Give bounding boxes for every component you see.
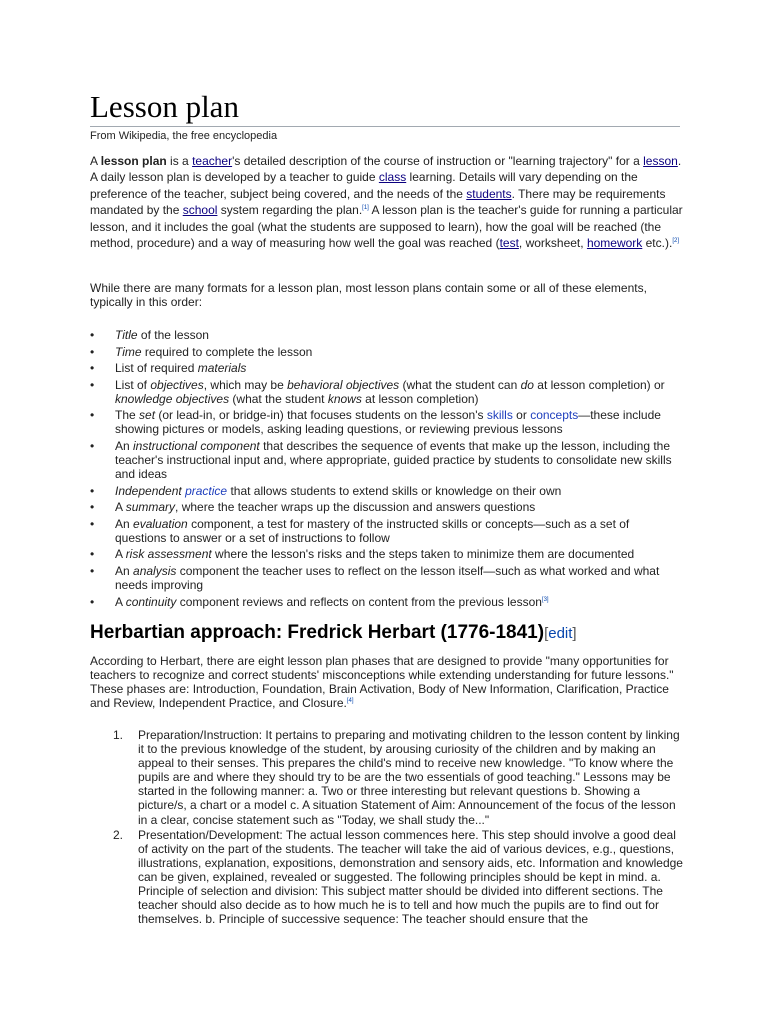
step-text: Presentation/Development: The actual lesson commences here. This step should involve a good deal of activity on the part of the students. The teacher will take the aid of various devices, e.g., questions, illustrations, explanation, expositions, demonstration and sensory aids, etc. Information and knowledge can be given, explained, revealed or suggested. The following principles should be kept in mind. a. Principle of selection and division: This subject matter should be divided into different sections. The teacher should also decide as to how much he is to tell and how much the pupils are to find out for themselves. b. Principle of successive sequence: The teacher should ensure that the <box>138 827 683 927</box>
text-run: at lesson completion) or <box>533 377 665 392</box>
text-run: , which may be <box>203 377 288 392</box>
section-heading-text: Herbartian approach: Fredrick Herbart (1776-1841) <box>90 622 545 643</box>
link-class[interactable]: class <box>378 170 407 185</box>
lesson-plan-term: lesson plan <box>100 154 167 168</box>
text-run: According to Herbart, there are eight lesson plan phases that are designed to provide "many opportunities for teachers to recognize and correct students' misconceptions while extending understanding for future lessons." These phases are: Introduction, Foundation, Brain Activation, Body of New Information, Clarification, Practice and Review, Independent Practice, and Closure. <box>90 654 674 710</box>
text-run: evaluation <box>133 516 188 531</box>
text-run: A <box>90 154 101 168</box>
list-item <box>90 500 680 514</box>
citation-3[interactable]: [3] <box>541 596 549 603</box>
link-concepts[interactable]: concepts <box>530 408 579 423</box>
text-run: The <box>115 408 140 423</box>
text-run: risk assessment <box>125 547 212 562</box>
text-run: required to complete the lesson <box>141 344 313 359</box>
text-run: . A daily lesson plan is developed by a teacher to guide <box>90 154 682 185</box>
step-number: 2. <box>113 827 124 842</box>
edit-link[interactable]: edit <box>548 625 573 642</box>
text-run: analysis <box>133 563 177 578</box>
text-run: system regarding the plan. <box>217 203 363 218</box>
link-teacher[interactable]: teacher <box>192 154 233 168</box>
text-run: do <box>520 377 534 392</box>
link-homework[interactable]: homework <box>586 236 643 251</box>
link-skills[interactable]: skills <box>486 408 513 423</box>
text-run: (what the student <box>229 391 328 406</box>
list-item <box>90 439 680 481</box>
text-run: of the lesson <box>137 328 209 342</box>
list-item <box>90 345 680 359</box>
text-run: component reviews and reflects on content from the previous lesson <box>176 594 542 609</box>
intro-paragraph <box>90 153 686 251</box>
list-item <box>90 517 680 545</box>
citation-2[interactable]: [2] <box>672 238 679 245</box>
text-run: A <box>115 594 126 609</box>
link-practice[interactable] <box>185 484 227 498</box>
edit-section <box>544 625 577 642</box>
text-run: An <box>115 438 134 453</box>
text-run: A lesson plan is the teacher's guide for running a particular lesson, and it includes the goal (what the students are supposed to learn), how the goal will be reached (the method, procedure) and a way of measuring how well the goal was reached ( <box>90 203 683 251</box>
list-item <box>90 564 680 592</box>
text-run: List of <box>115 377 151 392</box>
text-run: set <box>139 408 156 423</box>
text-run: etc.). <box>642 236 673 251</box>
text-run: or <box>512 408 531 423</box>
text-run: (or lead-in, or bridge-in) that focuses students on the lesson's <box>155 408 487 423</box>
text-run: component the teacher uses to reflect on the lesson itself—such as what worked and what needs improving <box>115 563 660 592</box>
text-run: knowledge objectives <box>115 391 230 406</box>
text-run: continuity <box>125 594 177 609</box>
step-number: 1. <box>113 728 124 742</box>
text-run: that describes the sequence of events that make up the lesson, including the teacher's instructional input and, where appropriate, guided practice by students to consolidate new skills and ideas <box>115 438 672 481</box>
text-run: , worksheet, <box>518 236 587 251</box>
text-run: where the lesson's risks and the steps taken to minimize them are documented <box>211 547 635 562</box>
text-run: materials <box>197 361 247 376</box>
text-run: Independent <box>115 483 186 498</box>
text-run: [ <box>544 625 549 642</box>
citation-4[interactable]: [4] <box>346 698 354 704</box>
text-run: , where the teacher wraps up the discussion and answers questions <box>175 500 536 515</box>
herbart-steps-list <box>113 728 683 927</box>
list-item <box>90 595 680 609</box>
text-run: An <box>115 563 134 578</box>
text-run: (what the student can <box>399 377 521 392</box>
text-run: behavioral objectives <box>287 377 400 392</box>
list-item <box>113 728 683 827</box>
text-run: —these include showing pictures or models, asking leading questions, or reviewing previous lessons <box>115 408 661 437</box>
text-run: summary <box>125 500 176 515</box>
text-run: A <box>115 500 126 515</box>
text-run: component, a test for mastery of the instructed skills or concepts—such as a set of questions to answer or a set of instructions to follow <box>115 516 630 545</box>
text-run: ] <box>572 625 577 642</box>
text-run: Time <box>115 344 142 359</box>
text-run: Title <box>115 328 138 342</box>
lesson-elements-list <box>90 328 680 611</box>
text-run: . There may be requirements mandated by the <box>90 186 666 218</box>
text-run: at lesson completion) <box>361 391 479 406</box>
list-item <box>90 547 680 561</box>
link-test[interactable]: test <box>499 236 519 251</box>
text-run: is a <box>166 154 193 168</box>
list-item <box>90 484 680 498</box>
text-run: instructional component <box>133 438 260 453</box>
text-run: An <box>115 516 134 531</box>
list-item <box>90 408 680 436</box>
citation-1[interactable]: [1] <box>362 205 369 212</box>
text-run: practice <box>185 483 228 498</box>
text-run: A <box>115 547 126 562</box>
list-item <box>90 328 680 342</box>
list-item <box>90 361 680 375</box>
step-text: Preparation/Instruction: It pertains to preparing and motivating children to the lesson content by linking it to the previous knowledge of the student, by arousing curiosity of the children and by making an appeal to their senses. This prepares the child's mind to receive new knowledge. "To know where the pupils are and where they should try to be are the two essentials of good teaching." Lessons may be started in the following manner: a. Two or three interesting but relevant questions b. Showing a picture/s, a chart or a model c. A situation Statement of Aim: Announcement of the focus of the lesson in a clear, concise statement such as "Today, we shall study the..." <box>138 728 680 827</box>
section-heading <box>90 621 577 646</box>
herbart-intro-paragraph <box>90 654 686 710</box>
text-run: that allows students to extend skills or knowledge on their own <box>227 483 562 498</box>
link-lesson[interactable]: lesson <box>643 154 678 168</box>
formats-intro-paragraph: While there are many formats for a lesson plan, most lesson plans contain some or all of these elements, typically in this order: <box>90 281 647 309</box>
title-divider <box>90 126 680 127</box>
list-item <box>113 828 683 927</box>
link-students[interactable]: students <box>466 186 512 201</box>
list-item <box>90 378 680 406</box>
link-school[interactable]: school <box>182 203 218 218</box>
text-run: 's detailed description of the course of instruction or "learning trajectory" for a <box>232 154 644 168</box>
page-title: Lesson plan <box>90 89 239 124</box>
text-run: knows <box>327 391 362 406</box>
text-run: objectives <box>150 377 204 392</box>
text-run: learning. Details will vary depending on the preference of the teacher, subject being covered, and the needs of the <box>90 170 638 201</box>
text-run: List of required <box>115 361 198 376</box>
site-tagline: From Wikipedia, the free encyclopedia <box>90 130 278 142</box>
